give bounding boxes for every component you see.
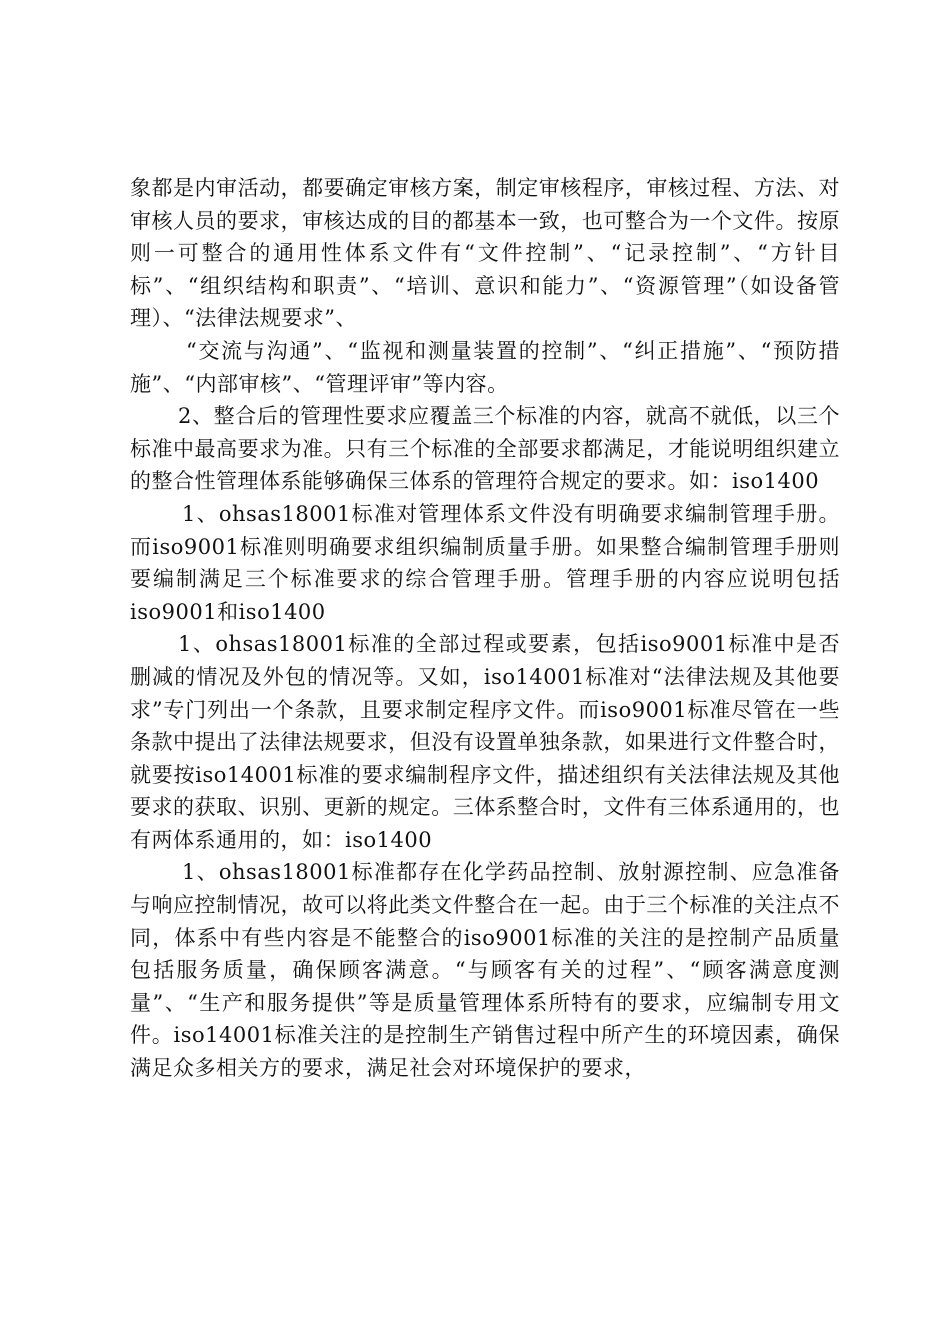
paragraph-6: 1、ohsas18001标准都存在化学药品控制、放射源控制、应急准备与响应控制情况，故可以将此类文件整合在一起。由于三个标准的关注点不同，体系中有些内容是不能整合的iso9001标准的关注的是控制产品质量包括服务质量，确保顾客满意。“与顾客有关的过程”、“顾客满意度测量”、“生产和服务提供”等是质量管理体系所特有的要求，应编制专用文件。iso14001标准关注的是控制生产销售过程中所产生的环境因素，确保满足众多相关方的要求，满足社会对环境保护的要求， (130, 860, 840, 1081)
paragraph-3: 2、整合后的管理性要求应覆盖三个标准的内容，就高不就低，以三个标准中最高要求为准。只有三个标准的全部要求都满足，才能说明组织建立的整合性管理体系能够确保三体系的管理符合规定的要求。如：iso1400 (130, 404, 840, 494)
paragraph-1: 象都是内审活动，都要确定审核方案，制定审核程序，审核过程、方法、对审核人员的要求，审核达成的目的都基本一致，也可整合为一个文件。按原则一可整合的通用性体系文件有“文件控制”、“记录控制”、“方针目标”、“组织结构和职责”、“培训、意识和能力”、“资源管理”（如设备管理）、“法律法规要求”、 (130, 176, 840, 331)
paragraph-4: 1、ohsas18001标准对管理体系文件没有明确要求编制管理手册。而iso9001标准则明确要求组织编制质量手册。如果整合编制管理手册则要编制满足三个标准要求的综合管理手册。管理手册的内容应说明包括iso9001和iso1400 (130, 501, 840, 624)
paragraph-5: 1、ohsas18001标准的全部过程或要素，包括iso9001标准中是否删减的情况及外包的情况等。又如，iso14001标准对“法律法规及其他要求”专门列出一个条款，且要求制定程序文件。而iso9001标准尽管在一些条款中提出了法律法规要求，但没有设置单独条款，如果进行文件整合时，就要按iso14001标准的要求编制程序文件，描述组织有关法律法规及其他要求的获取、识别、更新的规定。三体系整合时，文件有三体系通用的，也有两体系通用的，如：iso1400 (130, 632, 840, 852)
document-body (130, 172, 840, 1085)
paragraph-2: “交流与沟通”、“监视和测量装置的控制”、“纠正措施”、“预防措施”、“内部审核”、“管理评审”等内容。 (130, 338, 840, 396)
